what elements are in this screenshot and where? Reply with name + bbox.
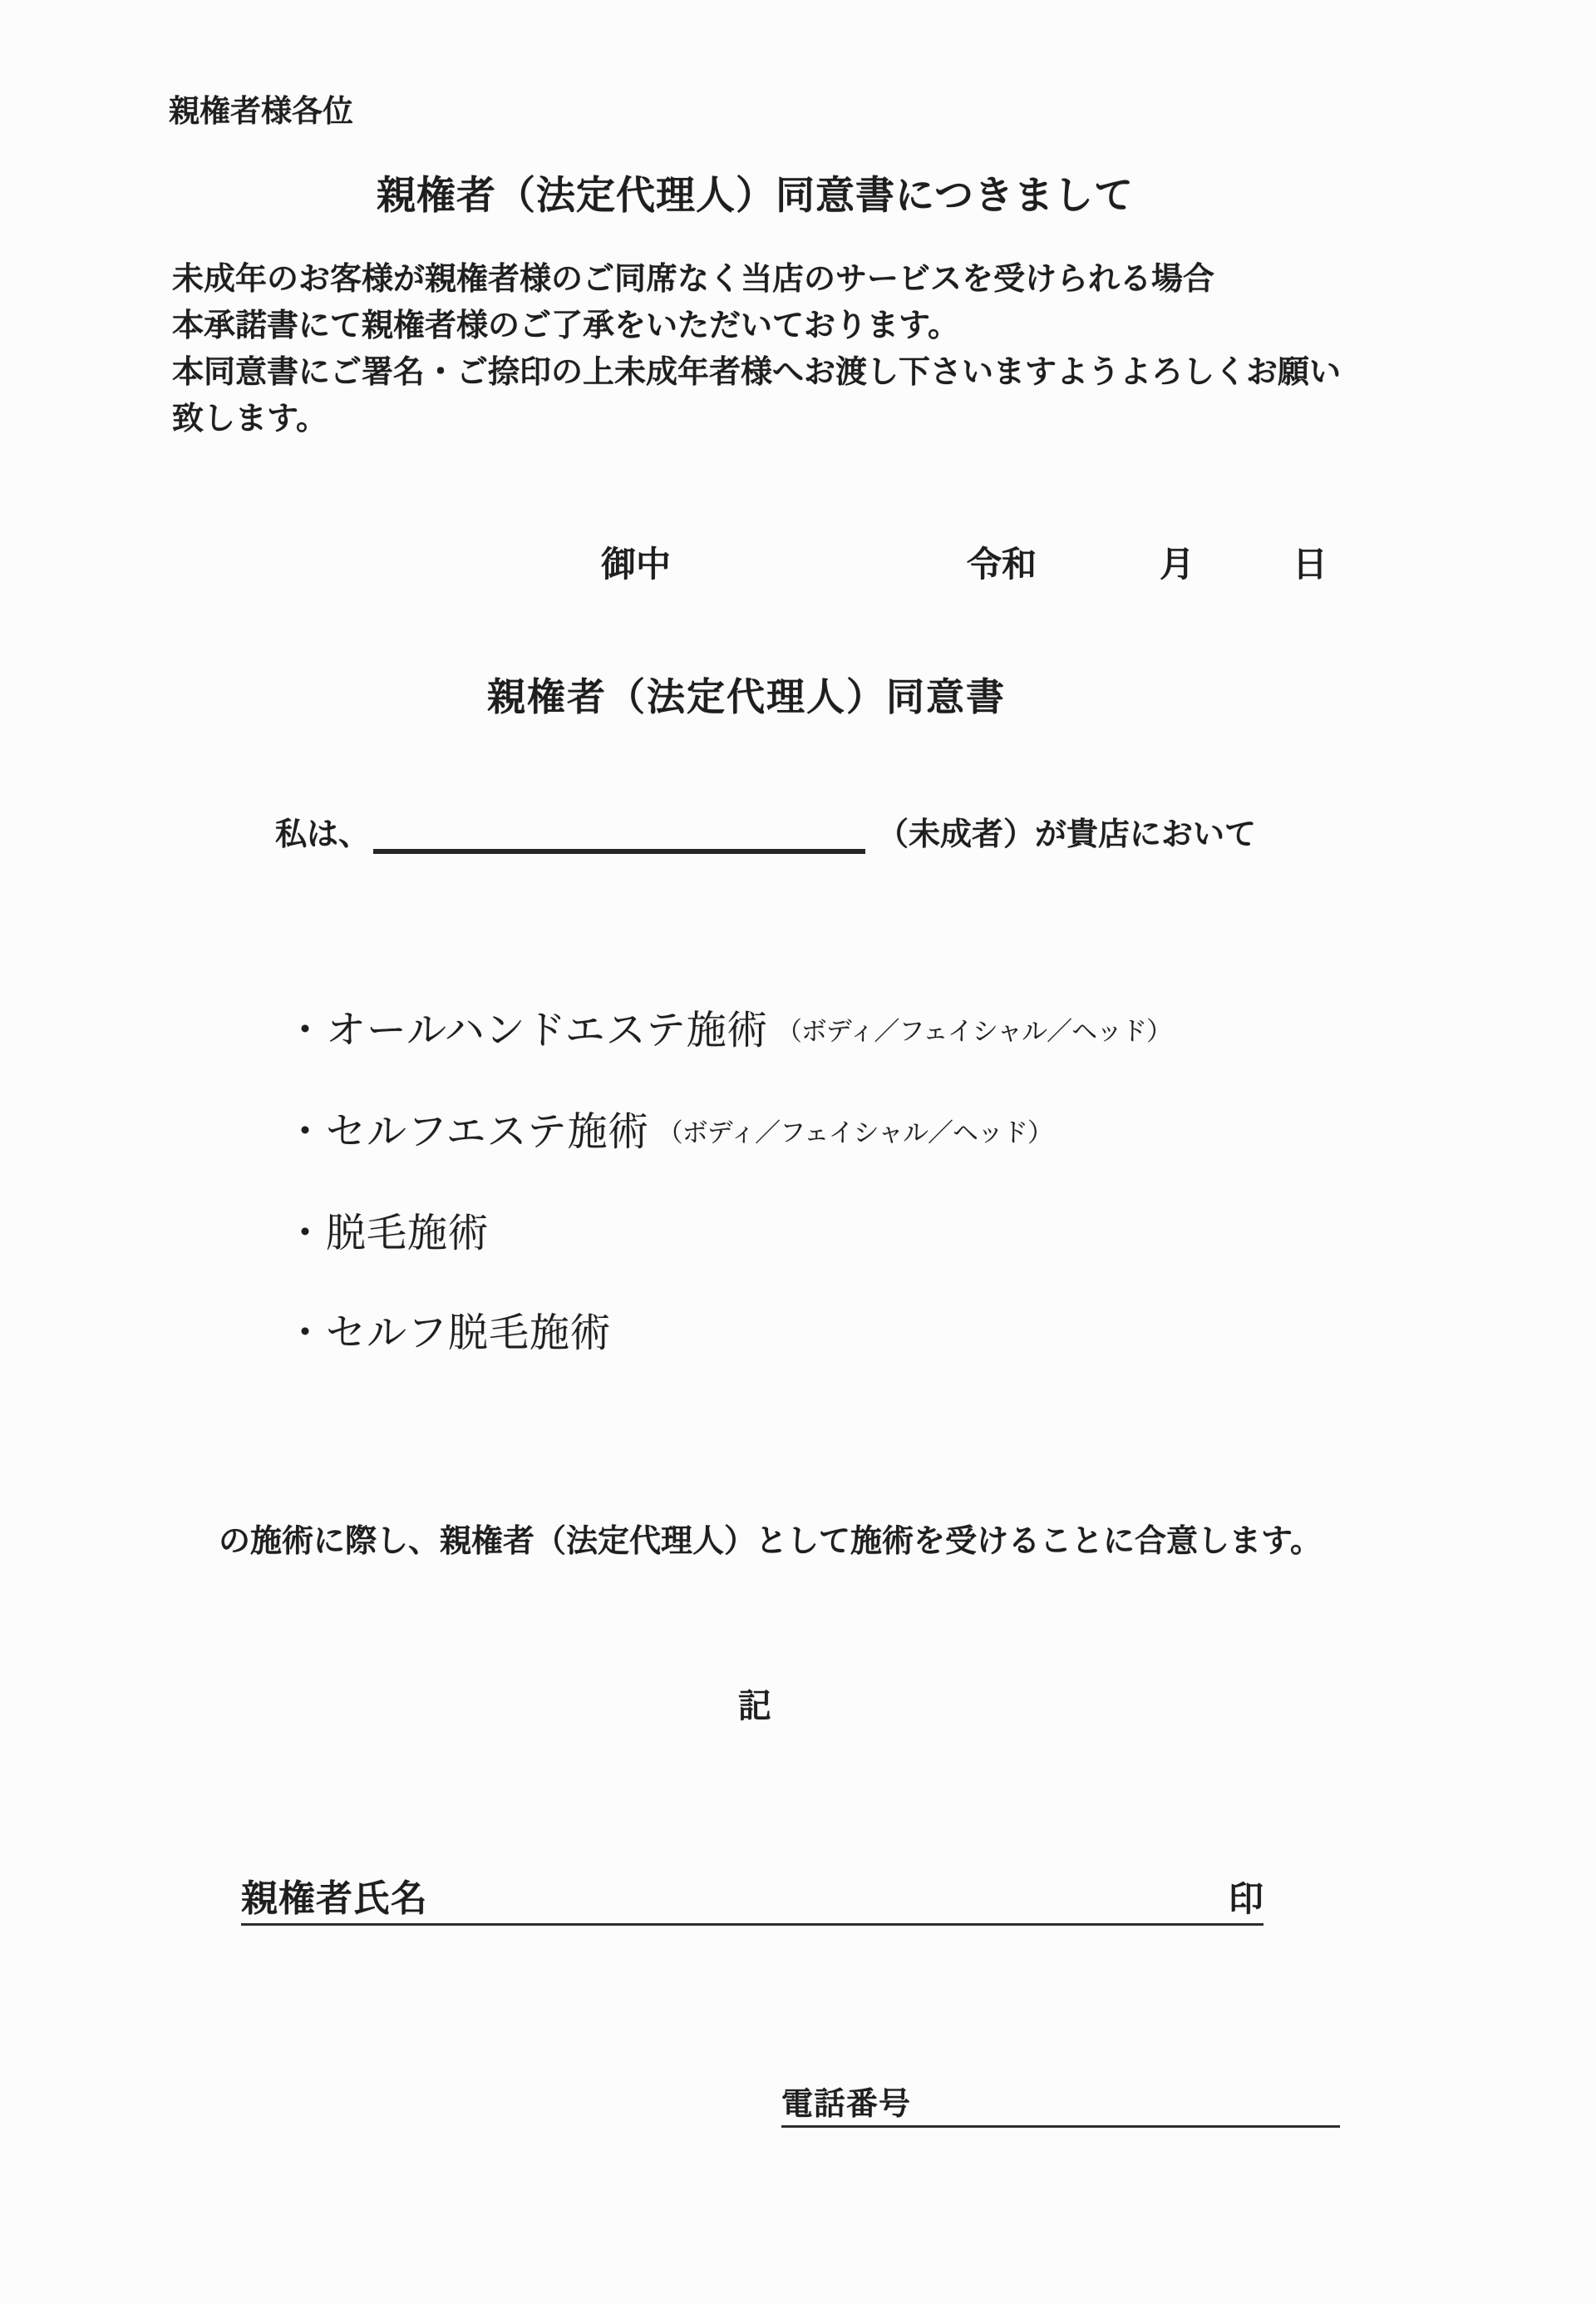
seal-label: 印 [1228,1879,1264,1918]
consent-title: 親権者（法定代理人）同意書 [487,675,1006,718]
signature-row [241,1871,1264,1926]
service-item-2 [285,1099,1052,1157]
phone-row [781,2083,1340,2128]
recipient-line: 親権者様各位 [169,94,353,128]
ki-marker: 記 [738,1688,771,1724]
service-name: ・セルフ脱毛施術 [285,1311,612,1355]
intro-line-3: 本同意書にご署名・ご捺印の上未成年者様へお渡し下さいますようよろしくお願い [172,355,1342,390]
intro-line-1: 未成年のお客様が親権者様のご同席なく当店のサービスを受けられる場合 [172,262,1215,297]
declaration-prefix: 私は、 [275,817,371,852]
service-item-4 [285,1300,619,1358]
intro-line-4: 致します。 [172,402,328,437]
service-detail: （ボディ／フェイシャル／ヘッド） [776,1017,1172,1046]
intro-line-2: 本承諾書にて親権者様のご了承をいただいております。 [172,308,959,343]
era-label: 令和 [967,545,1037,584]
minor-name-blank [373,819,865,854]
intro-paragraph [172,256,1341,442]
guardian-name-label: 親権者氏名 [241,1878,428,1919]
date-line [0,537,1596,584]
agreement-line: の施術に際し、親権者（法定代理人）として施術を受けることに合意します。 [219,1524,1322,1559]
service-item-1 [285,998,1171,1055]
addressee-onchu-label: 御中 [601,545,672,584]
service-detail: （ボディ／フェイシャル／ヘッド） [657,1118,1053,1147]
day-label: 日 [1293,545,1328,584]
notice-title: 親権者（法定代理人）同意書につきまして [377,173,1135,217]
declaration-suffix: （未成者）が貴店において [877,817,1257,852]
service-name: ・セルフエステ施術 [285,1110,649,1154]
phone-label: 電話番号 [781,2087,912,2122]
service-name: ・脱毛施術 [285,1211,490,1256]
month-label: 月 [1160,545,1195,584]
declaration-line [275,808,1256,854]
service-item-3 [285,1201,497,1258]
service-name: ・オールハンドエステ施術 [285,1009,768,1053]
